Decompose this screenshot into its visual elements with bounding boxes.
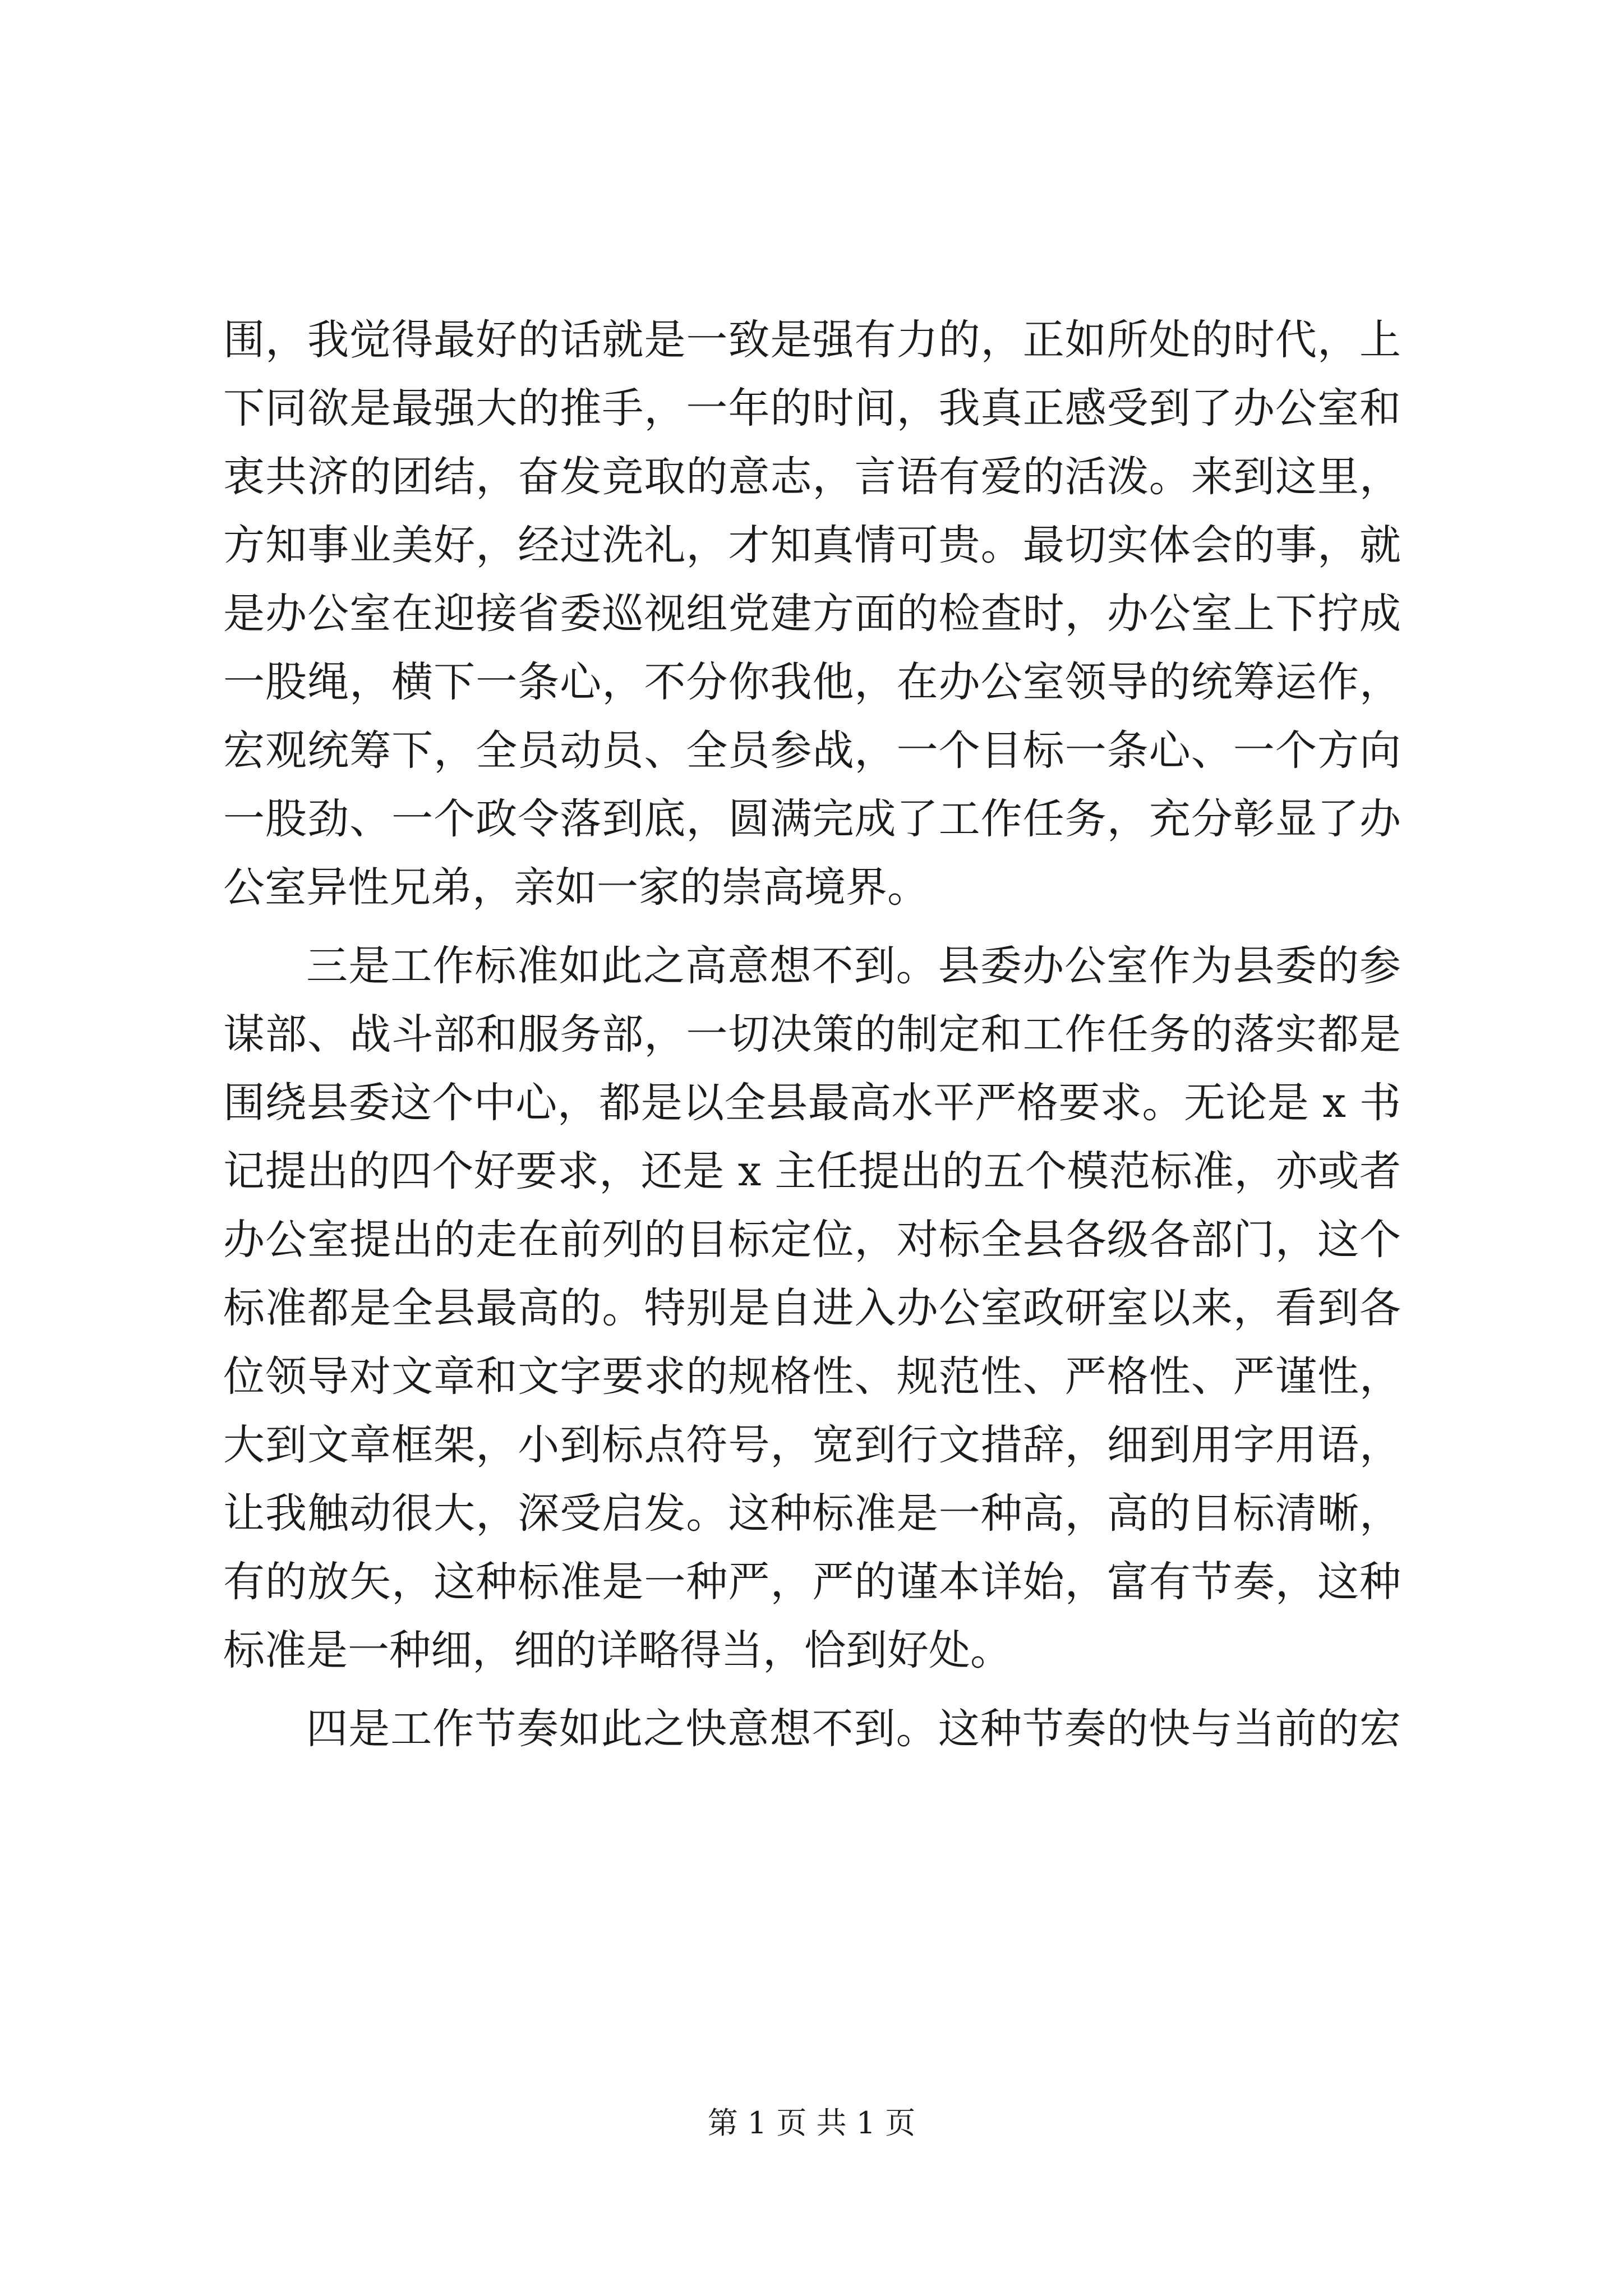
text-line: 围，我觉得最好的话就是一致是强有力的，正如所处的时代，上 — [223, 316, 1401, 364]
text-line: 三是工作标准如此之高意想不到。县委办公室作为县委的参 — [306, 942, 1401, 990]
text-line: 是办公室在迎接省委巡视组党建方面的检查时，办公室上下拧成 — [223, 590, 1401, 638]
text-line: 标准是一种细，细的详略得当，恰到好处。 — [223, 1626, 1012, 1674]
text-line: 有的放矢，这种标准是一种严，严的谨本详始，富有节奏，这种 — [223, 1558, 1401, 1606]
text-line: 方知事业美好，经过洗礼，才知真情可贵。最切实体会的事，就 — [223, 521, 1401, 569]
text-line: 下同欲是最强大的推手，一年的时间，我真正感受到了办公室和 — [223, 384, 1401, 432]
text-line: 四是工作节奏如此之快意想不到。这种节奏的快与当前的宏 — [306, 1705, 1401, 1753]
page-footer: 第 1 页 共 1 页 — [707, 2105, 916, 2141]
text-line: 办公室提出的走在前列的目标定位，对标全县各级各部门，这个 — [223, 1216, 1401, 1264]
text-line: 让我触动很大，深受启发。这种标准是一种高，高的目标清晰， — [223, 1489, 1401, 1538]
text-line: 公室异性兄弟，亲如一家的崇高境界。 — [223, 863, 929, 912]
document-body — [223, 306, 1401, 1763]
text-line: 大到文章框架，小到标点符号，宽到行文措辞，细到用字用语， — [223, 1421, 1401, 1469]
text-line: 宏观统筹下，全员动员、全员参战，一个目标一条心、一个方向 — [223, 726, 1401, 775]
text-line: 记提出的四个好要求，还是 x 主任提出的五个模范标准，亦或者 — [223, 1147, 1401, 1195]
text-line: 衷共济的团结，奋发竞取的意志，言语有爱的活泼。来到这里， — [223, 453, 1401, 501]
text-line: 一股劲、一个政令落到底，圆满完成了工作任务，充分彰显了办 — [223, 795, 1401, 843]
paragraph-gap — [223, 1685, 1401, 1695]
text-line: 一股绳，横下一条心，不分你我他，在办公室领导的统筹运作， — [223, 658, 1401, 706]
text-line: 谋部、战斗部和服务部，一切决策的制定和工作任务的落实都是 — [223, 1010, 1401, 1059]
paragraph-gap — [223, 922, 1401, 932]
text-line: 围绕县委这个中心，都是以全县最高水平严格要求。无论是 x 书 — [223, 1079, 1401, 1127]
text-line: 标准都是全县最高的。特别是自进入办公室政研室以来，看到各 — [223, 1284, 1401, 1332]
text-line: 位领导对文章和文字要求的规格性、规范性、严格性、严谨性， — [223, 1352, 1401, 1401]
